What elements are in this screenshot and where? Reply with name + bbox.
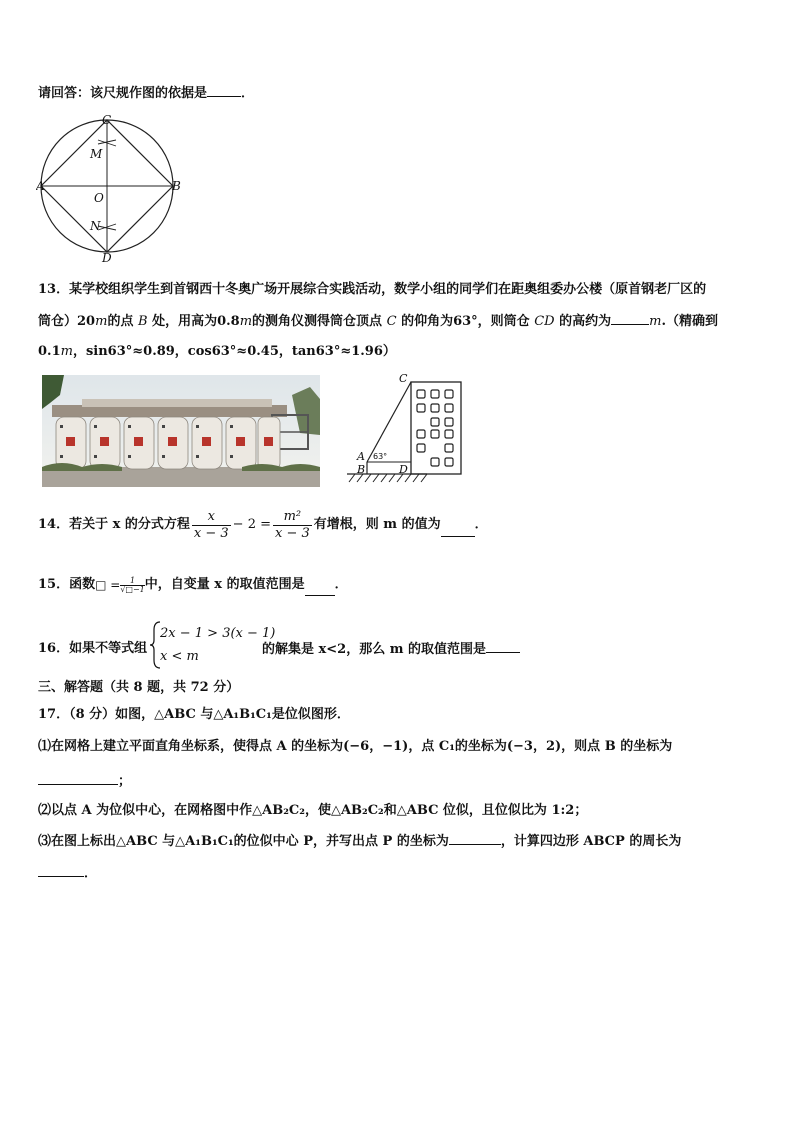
label-b: B	[357, 463, 366, 476]
label-a: A	[357, 450, 365, 463]
q17-part2: ⑵以点 A 为位似中心，在网格图中作△AB₂C₂，使△AB₂C₂和△ABC 位似，且位似比为 1:2；	[38, 803, 588, 818]
label-c: C	[399, 372, 408, 385]
label-d: D	[102, 251, 112, 264]
answer-blank[interactable]	[305, 583, 335, 596]
inequality-2: x < m	[160, 649, 199, 664]
tower-diagram	[345, 370, 465, 486]
circle-square-diagram	[36, 112, 186, 264]
label-n: N	[90, 219, 101, 233]
answer-blank[interactable]	[441, 524, 475, 537]
answer-blank[interactable]	[486, 640, 520, 653]
q17-part3-answer: ．	[38, 864, 97, 883]
q16-lead: 16．如果不等式组	[38, 641, 148, 656]
q14: 14．若关于 x 的分式方程 $\frac{x}{x - 3}$ − 2 = $\frac{\text{m²}}{x - 3}$ 有增根，则 m 的值为 ．	[38, 508, 488, 541]
label-m: M	[90, 147, 103, 161]
answer-blank[interactable]	[38, 864, 84, 877]
q17-part3: ⑶在图上标出△ABC 与△A₁B₁C₁的位似中心 P，并写出点 P 的坐标为 ，计算四边形 ABCP 的周长为	[38, 834, 682, 849]
answer-blank[interactable]	[449, 832, 501, 845]
answer-blank[interactable]	[207, 84, 241, 97]
answer-blank[interactable]	[611, 312, 649, 325]
q13-line2: 筒仓）20m的点 B 处，用高为0.8m的测角仪测得筒仓顶点 C 的仰角为63°，则筒仓 CD 的高约为 m.（精确到	[38, 314, 718, 329]
q12-prompt: 请回答：该尺规作图的依据是 ．	[38, 86, 255, 101]
q15: 15．函数 □ = $\frac{1}{√□-1}$ 中，自变量 x 的取值范围是 ．	[38, 575, 348, 594]
answer-blank[interactable]	[38, 772, 118, 785]
building-photo	[42, 375, 320, 487]
inequality-1: 2x − 1 > 3(x − 1)	[160, 626, 276, 641]
q16-tail: 的解集是 x<2，那么 m 的取值范围是	[262, 640, 520, 659]
angle-label: 63°	[373, 452, 388, 461]
q17-part1: ⑴在网格上建立平面直角坐标系，使得点 A 的坐标为(−6，−1)，点 C₁的坐标为(−3，2)，则点 B 的坐标为	[38, 739, 673, 754]
q13-line3: 0.1m，sin63°≈0.89，cos63°≈0.45，tan63°≈1.96）	[38, 344, 396, 359]
small-fraction: $\frac{1}{√□-1}$	[120, 575, 145, 594]
q13-line1: 13．某学校组织学生到首钢西十冬奥广场开展综合实践活动，数学小组的同学们在距奥组委办公楼（原首钢老厂区的	[38, 282, 707, 297]
section-heading: 三、解答题（共 8 题，共 72 分）	[38, 680, 240, 695]
fraction-2: $\frac{\text{m²}}{x - 3}$	[275, 508, 310, 541]
sight-line	[367, 382, 411, 462]
label-c: C	[102, 113, 112, 127]
fraction-1: $\frac{x}{x - 3}$	[193, 508, 229, 541]
label-b: B	[172, 179, 181, 193]
label-o: O	[94, 191, 104, 205]
label-d: D	[399, 463, 408, 476]
label-a: A	[36, 179, 45, 193]
q17-part1-answer: ；	[38, 772, 131, 791]
q17-title: 17．（8 分）如图，△ABC 与△A₁B₁C₁是位似图形．	[38, 707, 350, 722]
